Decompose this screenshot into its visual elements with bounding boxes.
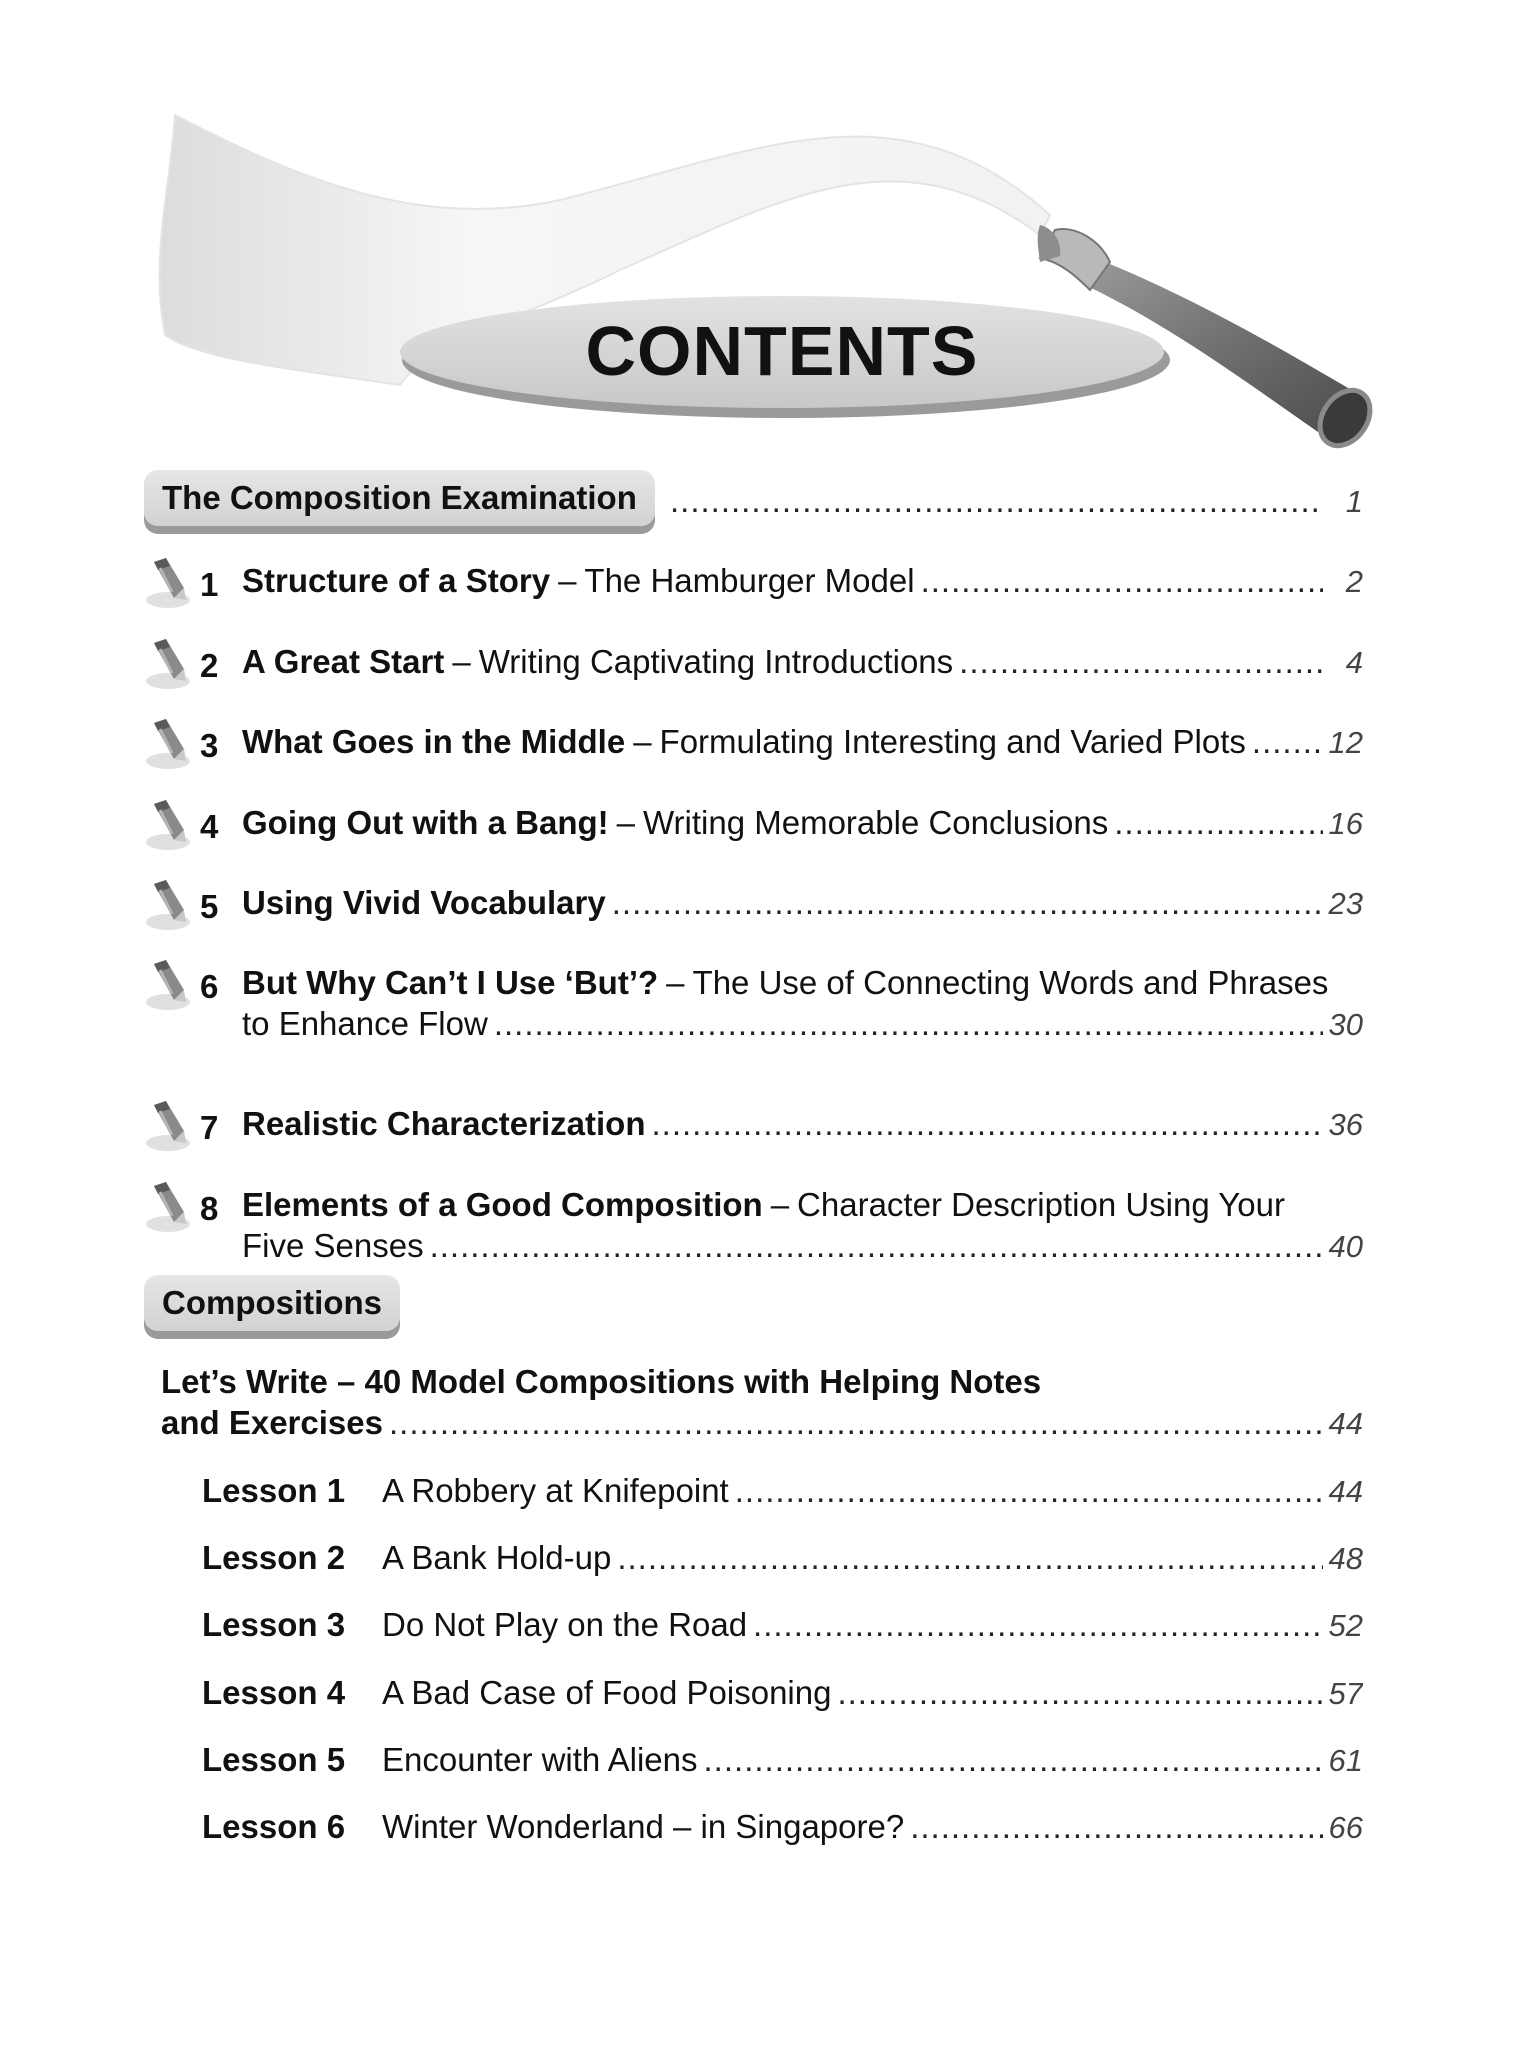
leader-dots bbox=[704, 1741, 1323, 1779]
toc-entry-lesson-4[interactable] bbox=[202, 1674, 1363, 1712]
leader-dots bbox=[670, 482, 1323, 520]
toc-entry-chapter-1[interactable] bbox=[242, 562, 1363, 600]
dash: – bbox=[633, 723, 652, 760]
dash: – bbox=[770, 1186, 790, 1223]
page-number: 44 bbox=[1328, 1406, 1363, 1441]
leader-dots bbox=[617, 1539, 1323, 1577]
section-tab-label: The Composition Examination bbox=[162, 479, 637, 516]
toc-entry-chapter-5[interactable] bbox=[242, 884, 1363, 922]
pen-icon bbox=[144, 715, 196, 771]
page-number: 2 bbox=[1345, 564, 1363, 599]
toc-entry-chapter-6[interactable] bbox=[242, 964, 1363, 1002]
lesson-title: A Bad Case of Food Poisoning bbox=[382, 1674, 832, 1711]
toc-heading-lets-write-cont[interactable] bbox=[161, 1404, 1363, 1442]
toc-entry-lesson-3[interactable] bbox=[202, 1606, 1363, 1644]
chapter-title: What Goes in the Middle bbox=[242, 723, 626, 760]
page-number: 1 bbox=[1345, 484, 1363, 519]
page-number: 4 bbox=[1345, 645, 1363, 680]
page-number: 12 bbox=[1328, 725, 1363, 760]
lesson-label: Lesson 1 bbox=[202, 1472, 346, 1509]
chapter-subtitle-cont: to Enhance Flow bbox=[242, 1005, 488, 1042]
lesson-label: Lesson 3 bbox=[202, 1606, 346, 1643]
chapter-title: Going Out with a Bang! bbox=[242, 804, 609, 841]
lesson-title: Encounter with Aliens bbox=[382, 1741, 698, 1778]
leader-dots bbox=[959, 643, 1323, 681]
chapter-title: A Great Start bbox=[242, 643, 445, 680]
pen-icon bbox=[144, 1178, 196, 1234]
page-number: 23 bbox=[1328, 886, 1363, 921]
chapter-number: 2 bbox=[200, 647, 219, 684]
leader-dots bbox=[612, 884, 1323, 922]
toc-entry-chapter-7[interactable] bbox=[242, 1105, 1363, 1143]
chapter-subtitle: Writing Memorable Conclusions bbox=[643, 804, 1109, 841]
chapter-title: Elements of a Good Composition bbox=[242, 1186, 763, 1223]
chapter-title: Using Vivid Vocabulary bbox=[242, 884, 606, 921]
toc-entry-lesson-1[interactable] bbox=[202, 1472, 1363, 1510]
chapter-number: 1 bbox=[200, 566, 219, 603]
toc-entry-lesson-2[interactable] bbox=[202, 1539, 1363, 1577]
toc-entry-chapter-8[interactable] bbox=[242, 1186, 1363, 1224]
chapter-subtitle-cont: Five Senses bbox=[242, 1227, 424, 1264]
heading-line-2: and Exercises bbox=[161, 1404, 383, 1441]
leader-dots bbox=[753, 1606, 1323, 1644]
leader-dots bbox=[921, 562, 1323, 600]
toc-entry-chapter-8-cont[interactable] bbox=[242, 1227, 1363, 1265]
page-number: 57 bbox=[1328, 1676, 1363, 1711]
page-number: 44 bbox=[1328, 1474, 1363, 1509]
chapter-subtitle: Writing Captivating Introductions bbox=[478, 643, 954, 680]
toc-entry-lesson-6[interactable] bbox=[202, 1808, 1363, 1846]
chapter-number: 5 bbox=[200, 888, 219, 925]
pen-icon bbox=[144, 956, 196, 1012]
dash: – bbox=[558, 562, 577, 599]
section-tab-compositions bbox=[144, 1275, 400, 1331]
leader-dots bbox=[735, 1472, 1323, 1510]
dash: – bbox=[616, 804, 635, 841]
lesson-title: Do Not Play on the Road bbox=[382, 1606, 748, 1643]
pen-icon bbox=[144, 635, 196, 691]
pen-icon bbox=[144, 554, 196, 610]
page-number: 66 bbox=[1328, 1810, 1363, 1845]
pen-icon bbox=[144, 1097, 196, 1153]
chapter-number: 7 bbox=[200, 1109, 219, 1146]
leader-dots bbox=[837, 1674, 1323, 1712]
leader-dots bbox=[1114, 804, 1323, 842]
dash: – bbox=[666, 964, 685, 1001]
chapter-number: 6 bbox=[200, 968, 219, 1005]
leader-dots bbox=[1252, 723, 1323, 761]
lesson-label: Lesson 2 bbox=[202, 1539, 346, 1576]
lesson-title: A Bank Hold-up bbox=[382, 1539, 612, 1576]
chapter-title: Realistic Characterization bbox=[242, 1105, 646, 1142]
leader-dots bbox=[910, 1808, 1323, 1846]
chapter-number: 4 bbox=[200, 808, 219, 845]
chapter-subtitle: Character Description Using Your bbox=[797, 1186, 1285, 1223]
toc-entry-lesson-5[interactable] bbox=[202, 1741, 1363, 1779]
heading-line-1: Let’s Write – 40 Model Compositions with Helping Notes bbox=[161, 1363, 1042, 1400]
chapter-subtitle: The Hamburger Model bbox=[584, 562, 915, 599]
chapter-number: 3 bbox=[200, 727, 219, 764]
pen-icon bbox=[144, 796, 196, 852]
toc-entry-chapter-2[interactable] bbox=[242, 643, 1363, 681]
lesson-label: Lesson 6 bbox=[202, 1808, 346, 1845]
toc-heading-lets-write[interactable] bbox=[161, 1363, 1363, 1401]
leader-dots bbox=[651, 1105, 1323, 1143]
leader-dots bbox=[430, 1227, 1323, 1265]
toc-entry-composition-exam[interactable] bbox=[664, 482, 1363, 520]
chapter-subtitle: The Use of Connecting Words and Phrases bbox=[692, 964, 1329, 1001]
page-number: 52 bbox=[1328, 1608, 1363, 1643]
page-number: 48 bbox=[1328, 1541, 1363, 1576]
leader-dots bbox=[494, 1005, 1323, 1043]
section-tab-label: Compositions bbox=[162, 1284, 382, 1321]
toc-entry-chapter-6-cont[interactable] bbox=[242, 1005, 1363, 1043]
section-tab-composition-exam bbox=[144, 470, 655, 526]
chapter-subtitle: Formulating Interesting and Varied Plots bbox=[659, 723, 1246, 760]
lesson-label: Lesson 4 bbox=[202, 1674, 346, 1711]
page-title: CONTENTS bbox=[585, 312, 979, 390]
page-number: 30 bbox=[1328, 1007, 1363, 1042]
lesson-title: A Robbery at Knifepoint bbox=[382, 1472, 729, 1509]
page-number: 36 bbox=[1328, 1107, 1363, 1142]
page-number: 61 bbox=[1328, 1743, 1363, 1778]
chapter-title: Structure of a Story bbox=[242, 562, 551, 599]
page-number: 40 bbox=[1328, 1229, 1363, 1264]
page-number: 16 bbox=[1328, 806, 1363, 841]
lesson-label: Lesson 5 bbox=[202, 1741, 346, 1778]
lesson-title: Winter Wonderland – in Singapore? bbox=[382, 1808, 905, 1845]
dash: – bbox=[452, 643, 471, 680]
chapter-number: 8 bbox=[200, 1190, 219, 1227]
chapter-title: But Why Can’t I Use ‘But’? bbox=[242, 964, 659, 1001]
toc-entry-chapter-3[interactable] bbox=[242, 723, 1363, 761]
toc-entry-chapter-4[interactable] bbox=[242, 804, 1363, 842]
leader-dots bbox=[389, 1404, 1323, 1442]
pen-icon bbox=[144, 876, 196, 932]
